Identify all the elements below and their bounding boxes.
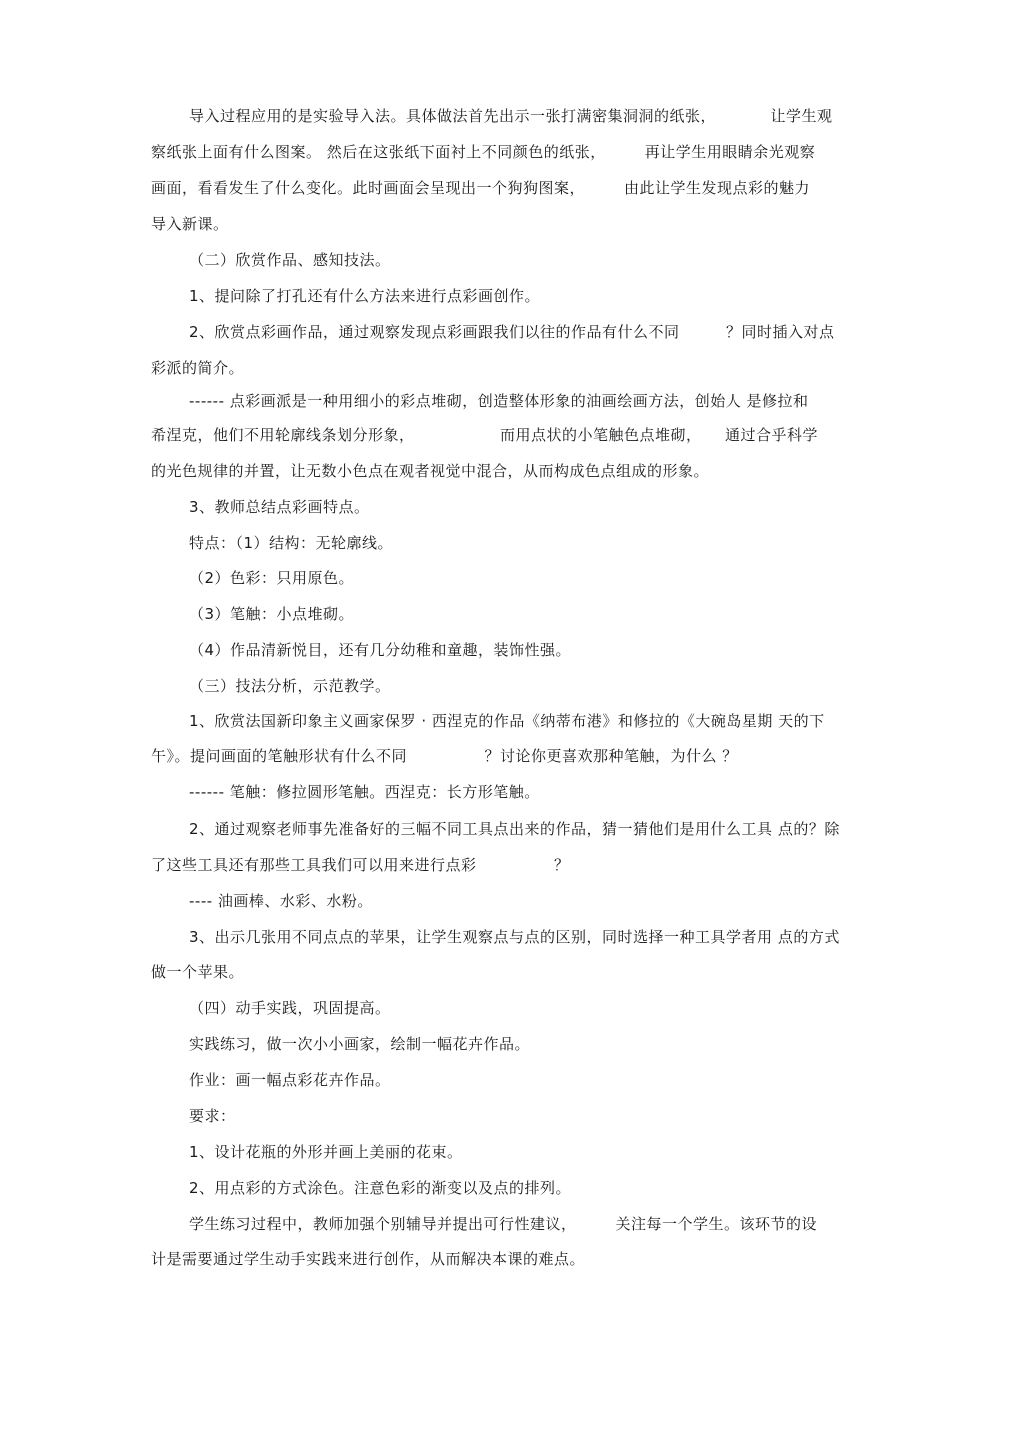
text-line: 实践练习，做一次小小画家，绘制一幅花卉作品。 <box>189 1035 531 1053</box>
text-line: 特点：（1）结构：无轮廓线。 <box>189 534 394 552</box>
text-line: 导入新课。 <box>151 215 229 233</box>
text-line: 希涅克，他们不用轮廓线条划分形象， 而用点状的小笔触色点堆砌， 通过合乎科学 <box>151 426 819 444</box>
text-line: 察纸张上面有什么图案。 然后在这张纸下面衬上不同颜色的纸张， 再让学生用眼睛余光观察 <box>151 143 816 161</box>
text-line: 要求： <box>189 1107 236 1125</box>
text-line: 画面，看看发生了什么变化。此时画面会呈现出一个狗狗图案， 由此让学生发现点彩的魅力 <box>151 179 811 197</box>
text-line: 3、出示几张用不同点点的苹果，让学生观察点与点的区别，同时选择一种工具学者用 点的方式 <box>189 928 840 946</box>
text-line: 了这些工具还有那些工具我们可以用来进行点彩 ？ <box>151 856 570 874</box>
text-line: ------ 笔触：修拉圆形笔触。西涅克：长方形笔触。 <box>189 783 540 801</box>
text-line: （2）色彩：只用原色。 <box>189 569 355 587</box>
text-line: 作业：画一幅点彩花卉作品。 <box>189 1071 391 1089</box>
section-heading: （二）欣赏作品、感知技法。 <box>189 251 391 269</box>
text-line: 2、欣赏点彩画作品，通过观察发现点彩画跟我们以往的作品有什么不同 ？同时插入对点 <box>189 323 835 341</box>
text-line: 2、用点彩的方式涂色。注意色彩的渐变以及点的排列。 <box>189 1179 572 1197</box>
text-line: 1、提问除了打孔还有什么方法来进行点彩画创作。 <box>189 287 541 305</box>
text-line: 彩派的简介。 <box>151 359 245 377</box>
text-line: 午》。提问画面的笔触形状有什么不同 ？讨论你更喜欢那种笔触，为什么 ？ <box>151 747 738 765</box>
text-line: 学生练习过程中，教师加强个别辅导并提出可行性建议， 关注每一个学生。该环节的设 <box>189 1215 818 1233</box>
section-heading: （三）技法分析，示范教学。 <box>189 677 391 695</box>
text-line: 2、通过观察老师事先准备好的三幅不同工具点出来的作品，猜一猜他们是用什么工具 点的？除 <box>189 820 840 838</box>
text-line: ---- 油画棒、水彩、水粉。 <box>189 892 373 910</box>
text-line: 计是需要通过学生动手实践来进行创作，从而解决本课的难点。 <box>151 1250 586 1268</box>
text-line: （3）笔触：小点堆砌。 <box>189 605 355 623</box>
text-line: 3、教师总结点彩画特点。 <box>189 498 370 516</box>
text-line: 导入过程应用的是实验导入法。具体做法首先出示一张打满密集洞洞的纸张， 让学生观 <box>189 107 833 125</box>
section-heading: （四）动手实践，巩固提高。 <box>189 999 391 1017</box>
text-line: 1、欣赏法国新印象主义画家保罗 · 西涅克的作品《纳蒂布港》和修拉的《大碗岛星期 天的下 <box>189 712 825 730</box>
text-line: 做一个苹果。 <box>151 963 245 981</box>
text-line: （4）作品清新悦目，还有几分幼稚和童趣，装饰性强。 <box>189 641 572 659</box>
text-line: 1、设计花瓶的外形并画上美丽的花束。 <box>189 1143 463 1161</box>
text-line: 的光色规律的并置，让无数小色点在观者视觉中混合，从而构成色点组成的形象。 <box>151 462 710 480</box>
text-line: ------ 点彩画派是一种用细小的彩点堆砌，创造整体形象的油画绘画方法，创始人 是修拉和 <box>189 392 809 410</box>
